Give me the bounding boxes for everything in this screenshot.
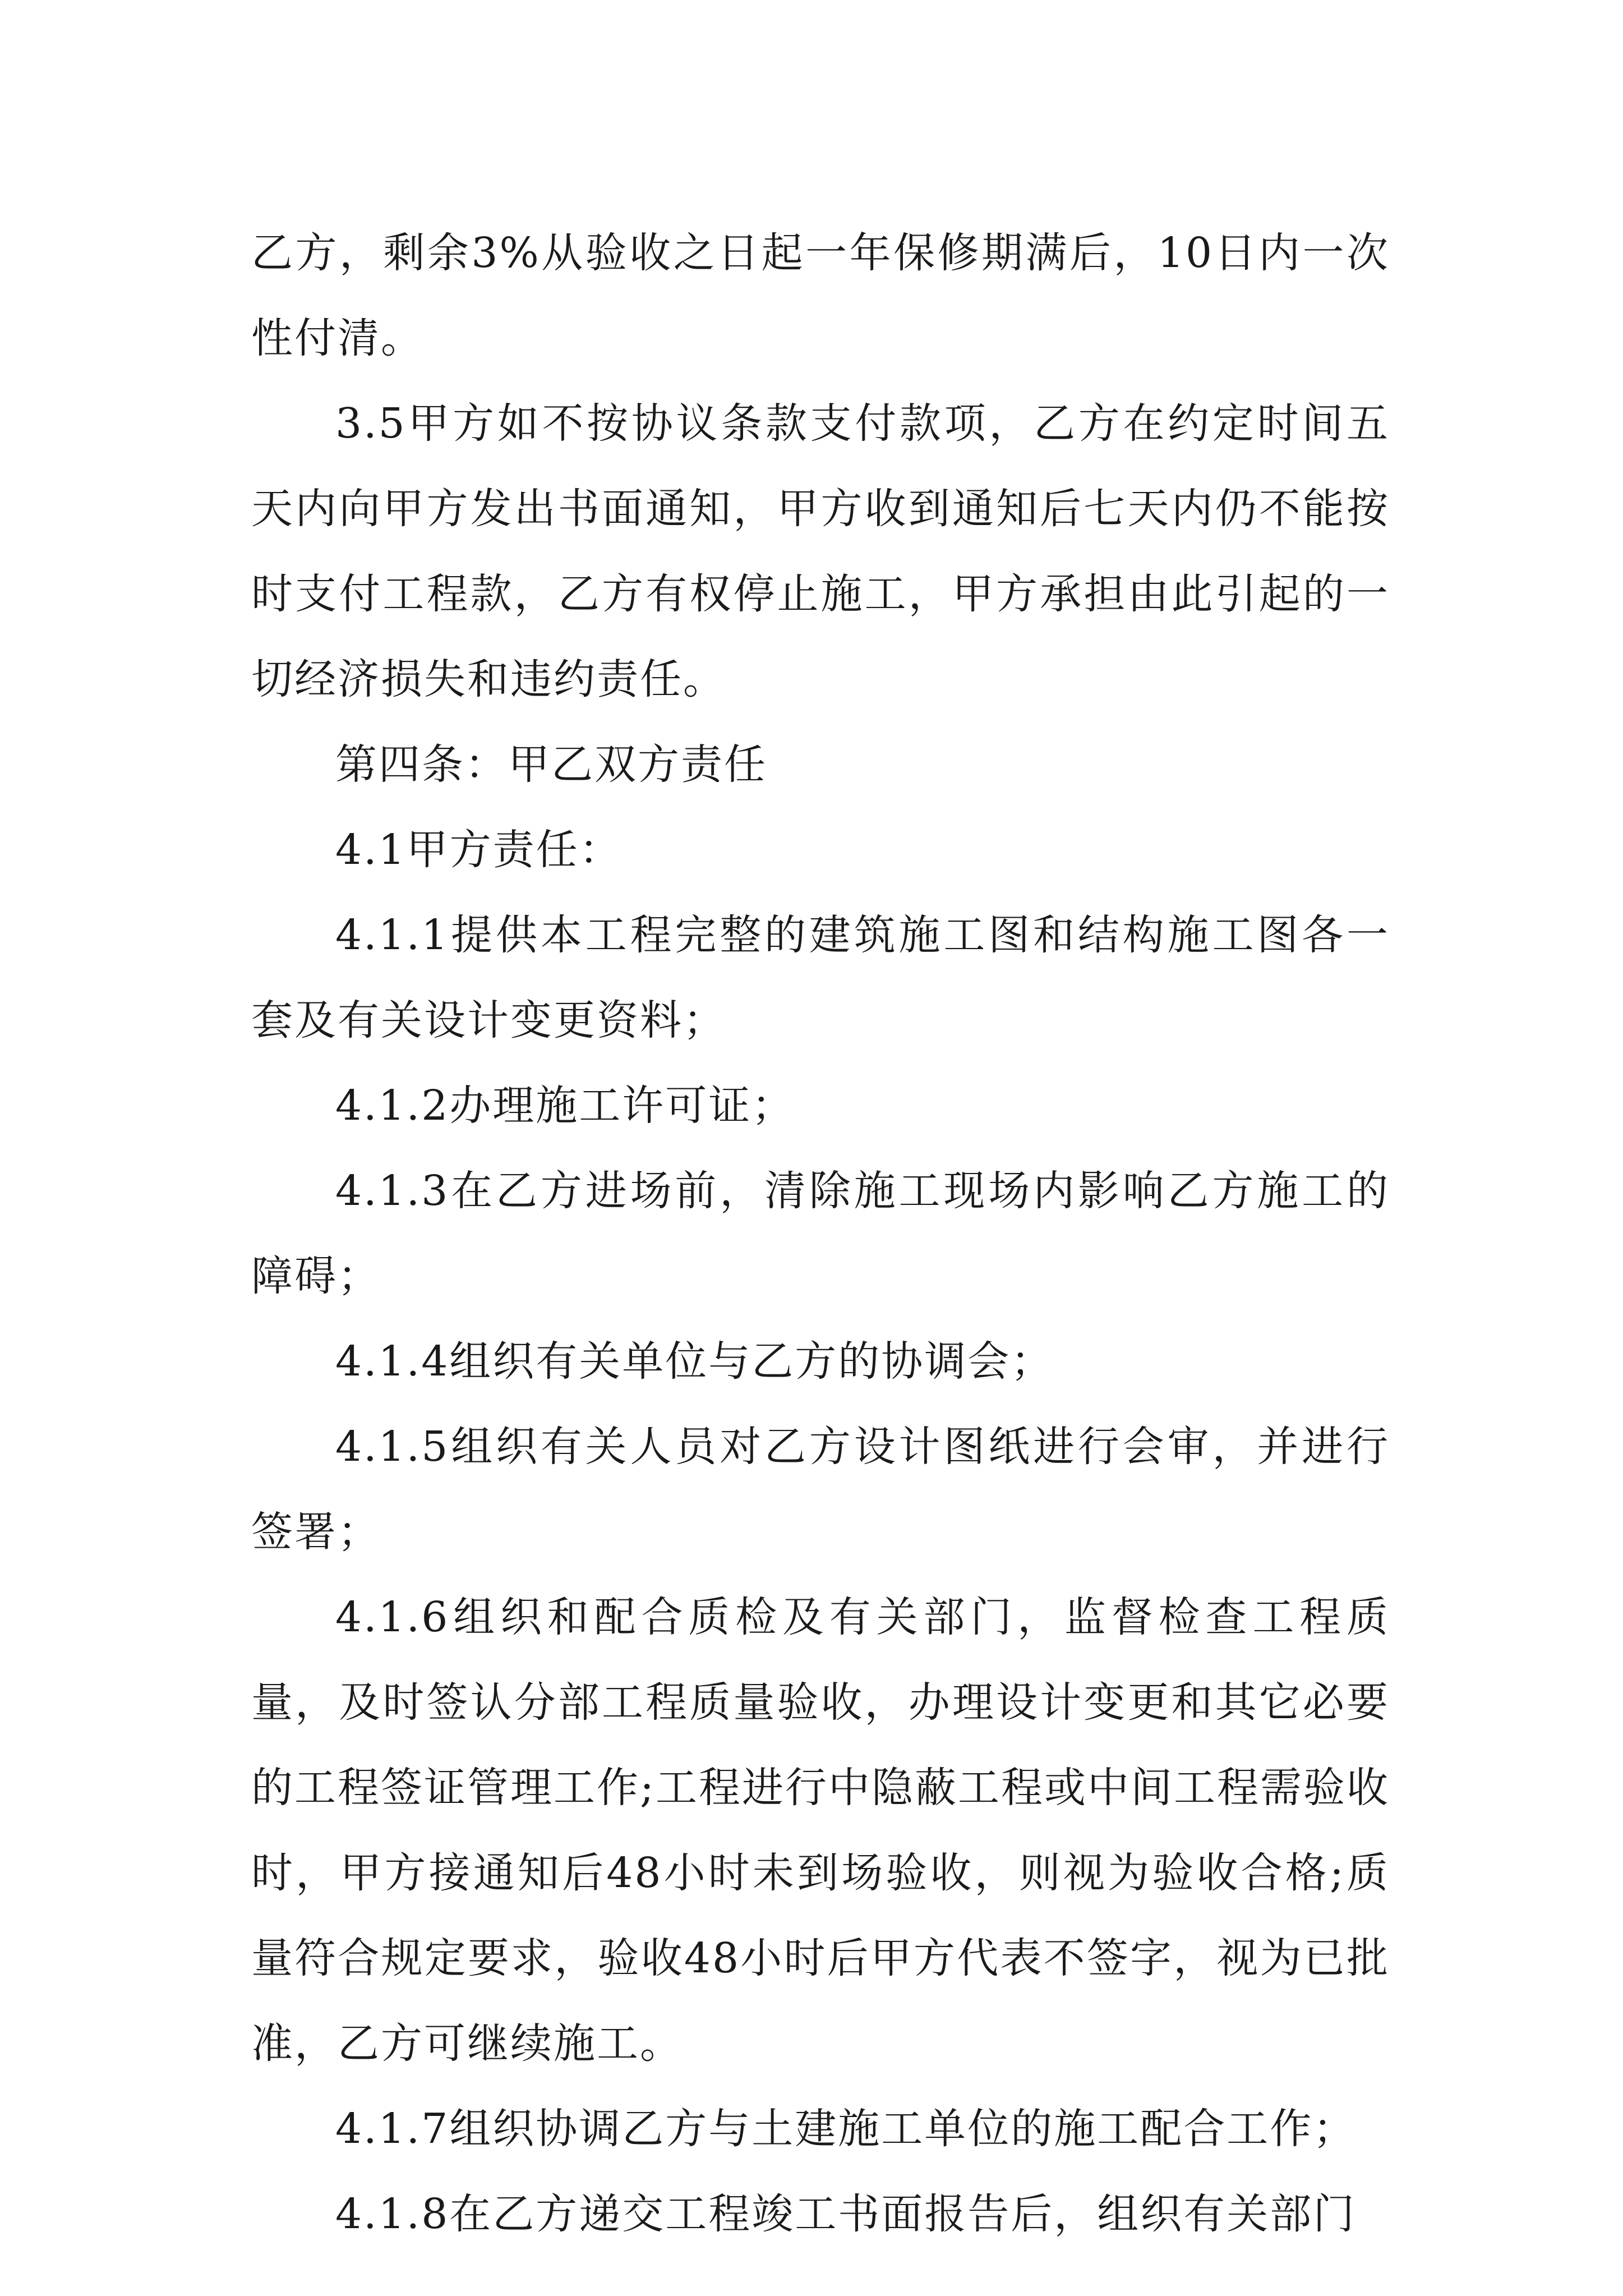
paragraph-4-1-8: 4.1.8在乙方递交工程竣工书面报告后，组织有关部门 — [335, 2190, 1357, 2238]
section-heading-article-4: 第四条：甲乙双方责任 — [335, 740, 767, 789]
paragraph-4-1: 4.1甲方责任： — [335, 826, 623, 874]
paragraph-4-1-5: 4.1.5组织有关人员对乙方设计图纸进行会审，并进行签署； — [251, 1423, 1390, 1556]
paragraph-4-1-3: 4.1.3在乙方进场前，清除施工现场内影响乙方施工的障碍； — [251, 1167, 1390, 1300]
paragraph-4-1-4: 4.1.4组织有关单位与乙方的协调会； — [335, 1337, 1054, 1386]
document-body — [251, 210, 1390, 2257]
paragraph-4-1-1: 4.1.1提供本工程完整的建筑施工图和结构施工图各一套及有关设计变更资料； — [251, 911, 1390, 1045]
paragraph-3-5: 3.5甲方如不按协议条款支付款项，乙方在约定时间五天内向甲方发出书面通知，甲方收到通知后七天内仍不能按时支付工程款，乙方有权停止施工，甲方承担由此引起的一切经济损失和违约责任。 — [251, 399, 1390, 703]
paragraph-4-1-6: 4.1.6组织和配合质检及有关部门，监督检查工程质量，及时签认分部工程质量验收，办理设计变更和其它必要的工程签证管理工作;工程进行中隐蔽工程或中间工程需验收时，甲方接通知后48小时未到场验收，则视为验收合格;质量符合规定要求，验收48小时后甲方代表不签字，视为已批准，乙方可继续施工。 — [251, 1593, 1390, 2068]
paragraph-payment-remainder: 乙方，剩余3%从验收之日起一年保修期满后，10日内一次性付清。 — [251, 229, 1390, 362]
paragraph-4-1-2: 4.1.2办理施工许可证； — [335, 1082, 795, 1130]
paragraph-4-1-7: 4.1.7组织协调乙方与土建施工单位的施工配合工作； — [335, 2105, 1357, 2153]
